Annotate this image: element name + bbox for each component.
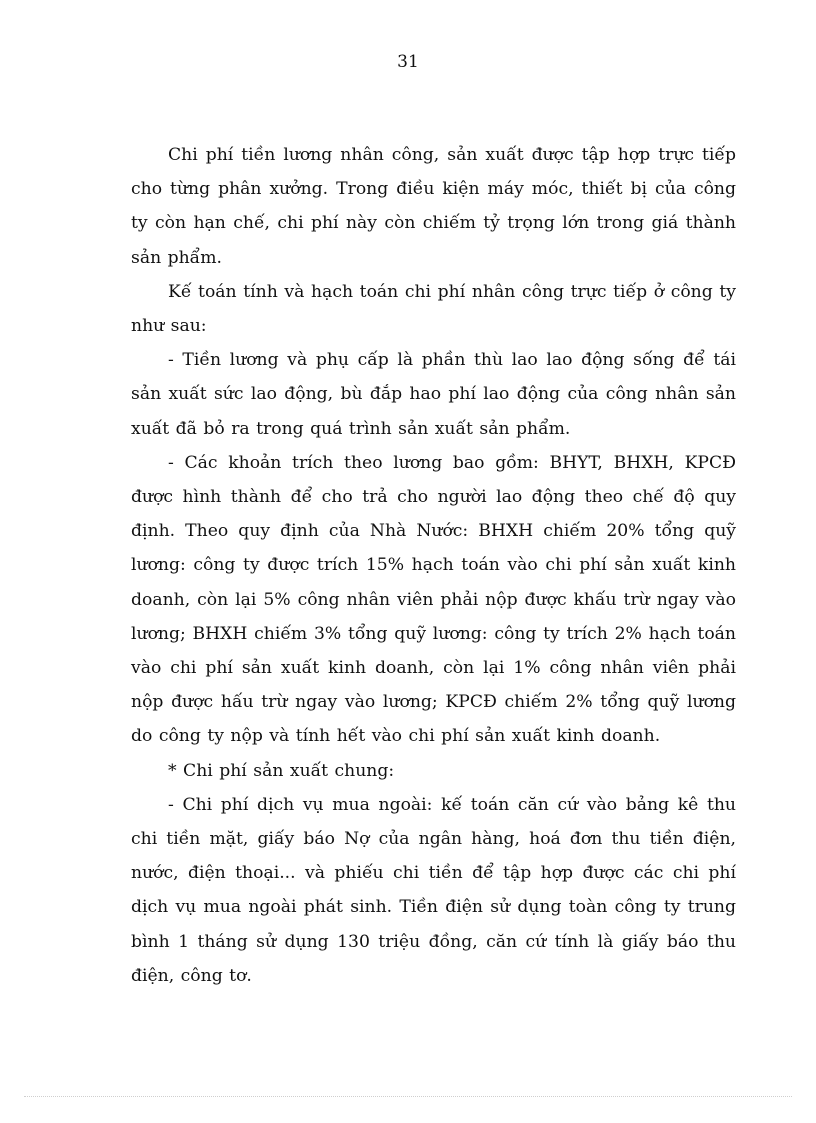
document-body bbox=[131, 138, 736, 993]
bottom-dotted-rule bbox=[24, 1096, 792, 1097]
paragraph-outsourced-services: - Chi phí dịch vụ mua ngoài: kế toán căn cứ vào bảng kê thu chi tiền mặt, giấy báo Nợ của ngân hàng, hoá đơn thu tiền điện, nước, điện thoại... và phiếu chi tiền để tập hợp được các chi phí dịch vụ mua ngoài phát sinh. Tiền điện sử dụng toàn công ty trung bình 1 tháng sử dụng 130 triệu đồng, căn cứ tính là giấy báo thu điện, công tơ. bbox=[131, 794, 736, 986]
paragraph-general-production-cost-heading: * Chi phí sản xuất chung: bbox=[168, 760, 395, 781]
paragraph-payroll-deductions: - Các khoản trích theo lương bao gồm: BHYT, BHXH, KPCĐ được hình thành để cho trả cho người lao động theo chế độ quy định. Theo quy định của Nhà Nước: BHXH chiếm 20% tổng quỹ lương: công ty được trích 15% hạch toán vào chi phí sản xuất kinh doanh, còn lại 5% công nhân viên phải nộp được khấu trừ ngay vào lương; BHXH chiếm 3% tổng quỹ lương: công ty trích 2% hạch toán vào chi phí sản xuất kinh doanh, còn lại 1% công nhân viên phải nộp được hấu trừ ngay vào lương; KPCĐ chiếm 2% tổng quỹ lương do công ty nộp và tính hết vào chi phí sản xuất kinh doanh. bbox=[131, 452, 736, 747]
paragraph-labor-cost-intro: Chi phí tiền lương nhân công, sản xuất được tập hợp trực tiếp cho từng phân xưởng. Trong điều kiện máy móc, thiết bị của công ty còn hạn chế, chi phí này còn chiếm tỷ trọng lớn trong giá thành sản phẩm. bbox=[131, 145, 736, 268]
paragraph-accounting-method: Kế toán tính và hạch toán chi phí nhân công trực tiếp ở công ty như sau: bbox=[131, 281, 736, 337]
page-number: 31 bbox=[397, 52, 419, 72]
paragraph-wages-allowances: - Tiền lương và phụ cấp là phần thù lao lao động sống để tái sản xuất sức lao động, bù đắp hao phí lao động của công nhân sản xuất đã bỏ ra trong quá trình sản xuất sản phẩm. bbox=[131, 350, 736, 439]
